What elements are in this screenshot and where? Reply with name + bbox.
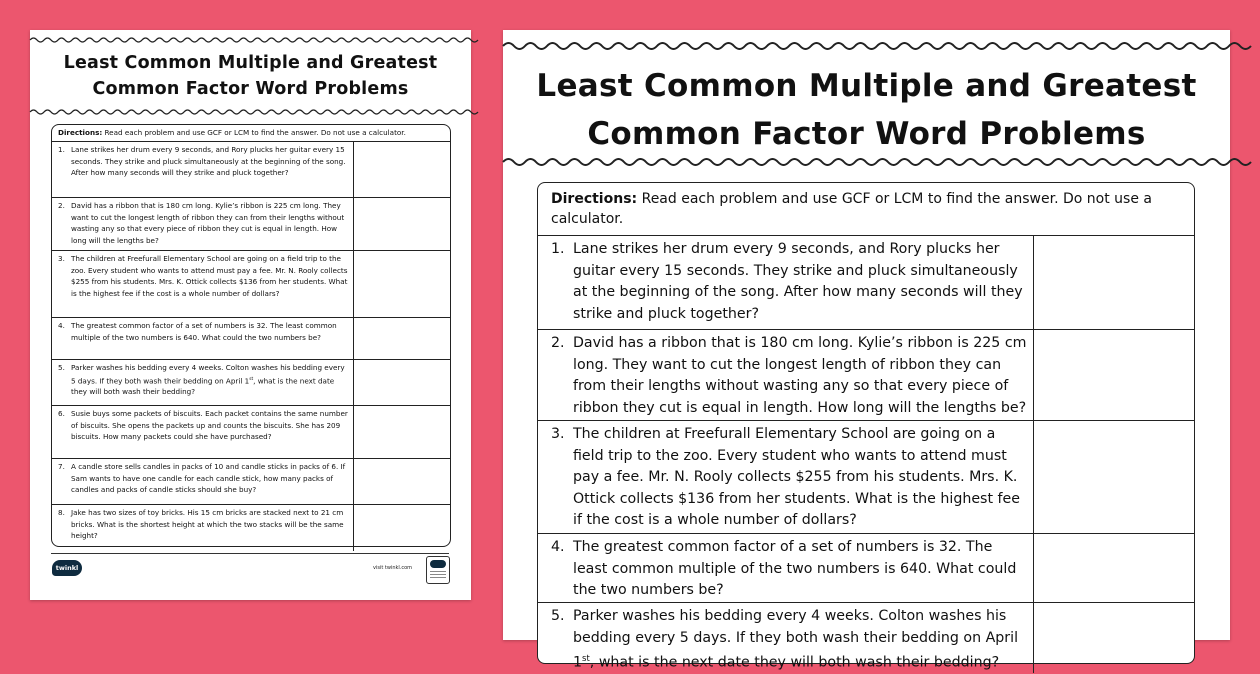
directions-text: Read each problem and use GCF or LCM to find the answer. Do not use a calculator. [551, 191, 1152, 227]
problem-text: Susie buys some packets of biscuits. Each packet contains the same number of biscuits. She opens the packets up and counts the biscuits. She has 209 biscuits. How many packets could she have purchased? [71, 409, 348, 441]
answer-box[interactable] [1033, 330, 1194, 420]
answer-box[interactable] [353, 406, 450, 458]
problem-text: Parker washes his bedding every 4 weeks. Colton washes his bedding every 5 days. If they both wash their bedding on April 1st, what is the next date they will both wash their bedding? [573, 608, 1019, 671]
problem-question [52, 318, 353, 359]
problem-row [52, 318, 450, 360]
problem-number: 5. [551, 608, 565, 624]
directions [52, 125, 450, 142]
directions-label: Directions: [551, 191, 638, 207]
problem-text: David has a ribbon that is 180 cm long. Kylie’s ribbon is 225 cm long. They want to cut the longest length of ribbon they can from their lengths without wasting any so that every piece of ribbon they cut is equal in length. How long will the lengths be? [573, 335, 1027, 416]
worksheet-title [503, 62, 1230, 158]
problem-text: The children at Freefurall Elementary School are going on a field trip to the zoo. Every student who wants to attend must pay a fee. Mr. N. Rooly collects $255 from his students. Mrs. K. Ottick collects $136 from her students. What is the highest fee if the cost is a whole number of dollars? [71, 254, 348, 298]
title-line-1: Least Common Multiple and Greatest [63, 53, 438, 73]
answer-box[interactable] [1033, 534, 1194, 602]
problem-number: 2. [551, 335, 565, 351]
problem-row [52, 406, 450, 459]
worksheet-title [30, 50, 471, 102]
title-line-1: Least Common Multiple and Greatest [536, 68, 1197, 104]
problem-row [52, 459, 450, 505]
problem-rows [52, 142, 450, 551]
problem-question [52, 198, 353, 250]
problem-number: 8. [58, 508, 65, 517]
problem-number: 5. [58, 363, 65, 372]
answer-box[interactable] [353, 251, 450, 317]
problem-text: David has a ribbon that is 180 cm long. Kylie’s ribbon is 225 cm long. They want to cut the longest length of ribbon they can from their lengths without wasting any so that every piece of ribbon they cut is equal in length. How long will the lengths be? [71, 201, 345, 245]
title-line-2: Common Factor Word Problems [587, 116, 1146, 152]
problem-number: 1. [551, 241, 565, 257]
logo-text: twinkl [55, 564, 79, 572]
problem-row [538, 534, 1194, 603]
problem-text: Lane strikes her drum every 9 seconds, and Rory plucks her guitar every 15 seconds. They strike and pluck simultaneously at the beginning of the song. After how many seconds will they strike and pluck together? [573, 241, 1023, 322]
worksheet-preview-small [30, 30, 471, 600]
problem-row [52, 360, 450, 406]
problem-question [538, 534, 1033, 602]
problems-table [537, 182, 1195, 671]
problem-number: 3. [58, 254, 65, 263]
problem-text: A candle store sells candles in packs of 10 and candle sticks in packs of 6. If Sam wants to have one candle for each candle stick, how many packs of candles and packs of candle sticks should she buy? [71, 462, 346, 494]
answer-box[interactable] [353, 505, 450, 551]
answer-box[interactable] [353, 142, 450, 197]
visit-link [373, 565, 412, 571]
bottom-wavy-border [503, 154, 1230, 170]
answer-box[interactable] [1033, 421, 1194, 533]
problem-row [538, 330, 1194, 421]
answer-box[interactable] [353, 198, 450, 250]
problem-text: Parker washes his bedding every 4 weeks. Colton washes his bedding every 5 days. If they both wash their bedding on April 1st, what is the next date they will both wash their bedding? [71, 363, 345, 397]
problem-number: 4. [551, 539, 565, 555]
answer-box[interactable] [353, 318, 450, 359]
problem-row [52, 142, 450, 198]
top-wavy-border [30, 34, 471, 46]
problem-number: 3. [551, 426, 565, 442]
problem-question [52, 251, 353, 317]
problem-row [52, 251, 450, 318]
answer-box[interactable] [353, 360, 450, 405]
worksheet-zoom-large [503, 30, 1230, 671]
problem-row [538, 603, 1194, 673]
twinkl-badge-icon [426, 556, 450, 584]
directions-label: Directions: [58, 128, 103, 137]
footer-divider [51, 553, 449, 554]
problem-rows [538, 236, 1194, 673]
twinkl-logo [52, 560, 82, 576]
problem-question [52, 360, 353, 405]
problem-row [538, 421, 1194, 534]
problem-text: The children at Freefurall Elementary School are going on a field trip to the zoo. Every student who wants to attend must pay a fee. Mr. N. Rooly collects $255 from his students. Mrs. K. Ottick collects $136 from her students. What is the highest fee if the cost is a whole number of dollars? [573, 426, 1020, 528]
problem-text: The greatest common factor of a set of numbers is 32. The least common multiple of the two numbers is 640. What could the two numbers be? [573, 539, 1017, 598]
problem-text: Jake has two sizes of toy bricks. His 15 cm bricks are stacked next to 21 cm bricks. What is the shortest height at which the two stacks will be the same height? [71, 508, 344, 540]
problem-question [52, 406, 353, 458]
problem-number: 7. [58, 462, 65, 471]
top-wavy-border [503, 38, 1230, 54]
problem-question [52, 505, 353, 551]
answer-box[interactable] [1033, 603, 1194, 673]
visit-text: visit twinkl.com [373, 565, 413, 571]
problem-text: Lane strikes her drum every 9 seconds, and Rory plucks her guitar every 15 seconds. They strike and pluck simultaneously at the beginning of the song. After how many seconds will they strike and pluck together? [71, 145, 346, 177]
problem-question [538, 603, 1033, 673]
bottom-wavy-border [30, 106, 471, 118]
problem-number: 2. [58, 201, 65, 210]
problem-question [538, 330, 1033, 420]
directions-text: Read each problem and use GCF or LCM to find the answer. Do not use a calculator. [102, 128, 406, 137]
problem-number: 6. [58, 409, 65, 418]
problem-text: The greatest common factor of a set of numbers is 32. The least common multiple of the two numbers is 640. What could the two numbers be? [71, 321, 337, 342]
answer-box[interactable] [1033, 236, 1194, 329]
problem-number: 1. [58, 145, 65, 154]
problem-question [538, 421, 1033, 533]
problem-question [52, 459, 353, 504]
problem-row [52, 198, 450, 251]
problems-table [51, 124, 451, 547]
answer-box[interactable] [353, 459, 450, 504]
problem-question [538, 236, 1033, 329]
problem-question [52, 142, 353, 197]
problem-row [52, 505, 450, 551]
problem-row [538, 236, 1194, 330]
problem-number: 4. [58, 321, 65, 330]
directions [538, 183, 1194, 236]
title-line-2: Common Factor Word Problems [92, 79, 409, 99]
